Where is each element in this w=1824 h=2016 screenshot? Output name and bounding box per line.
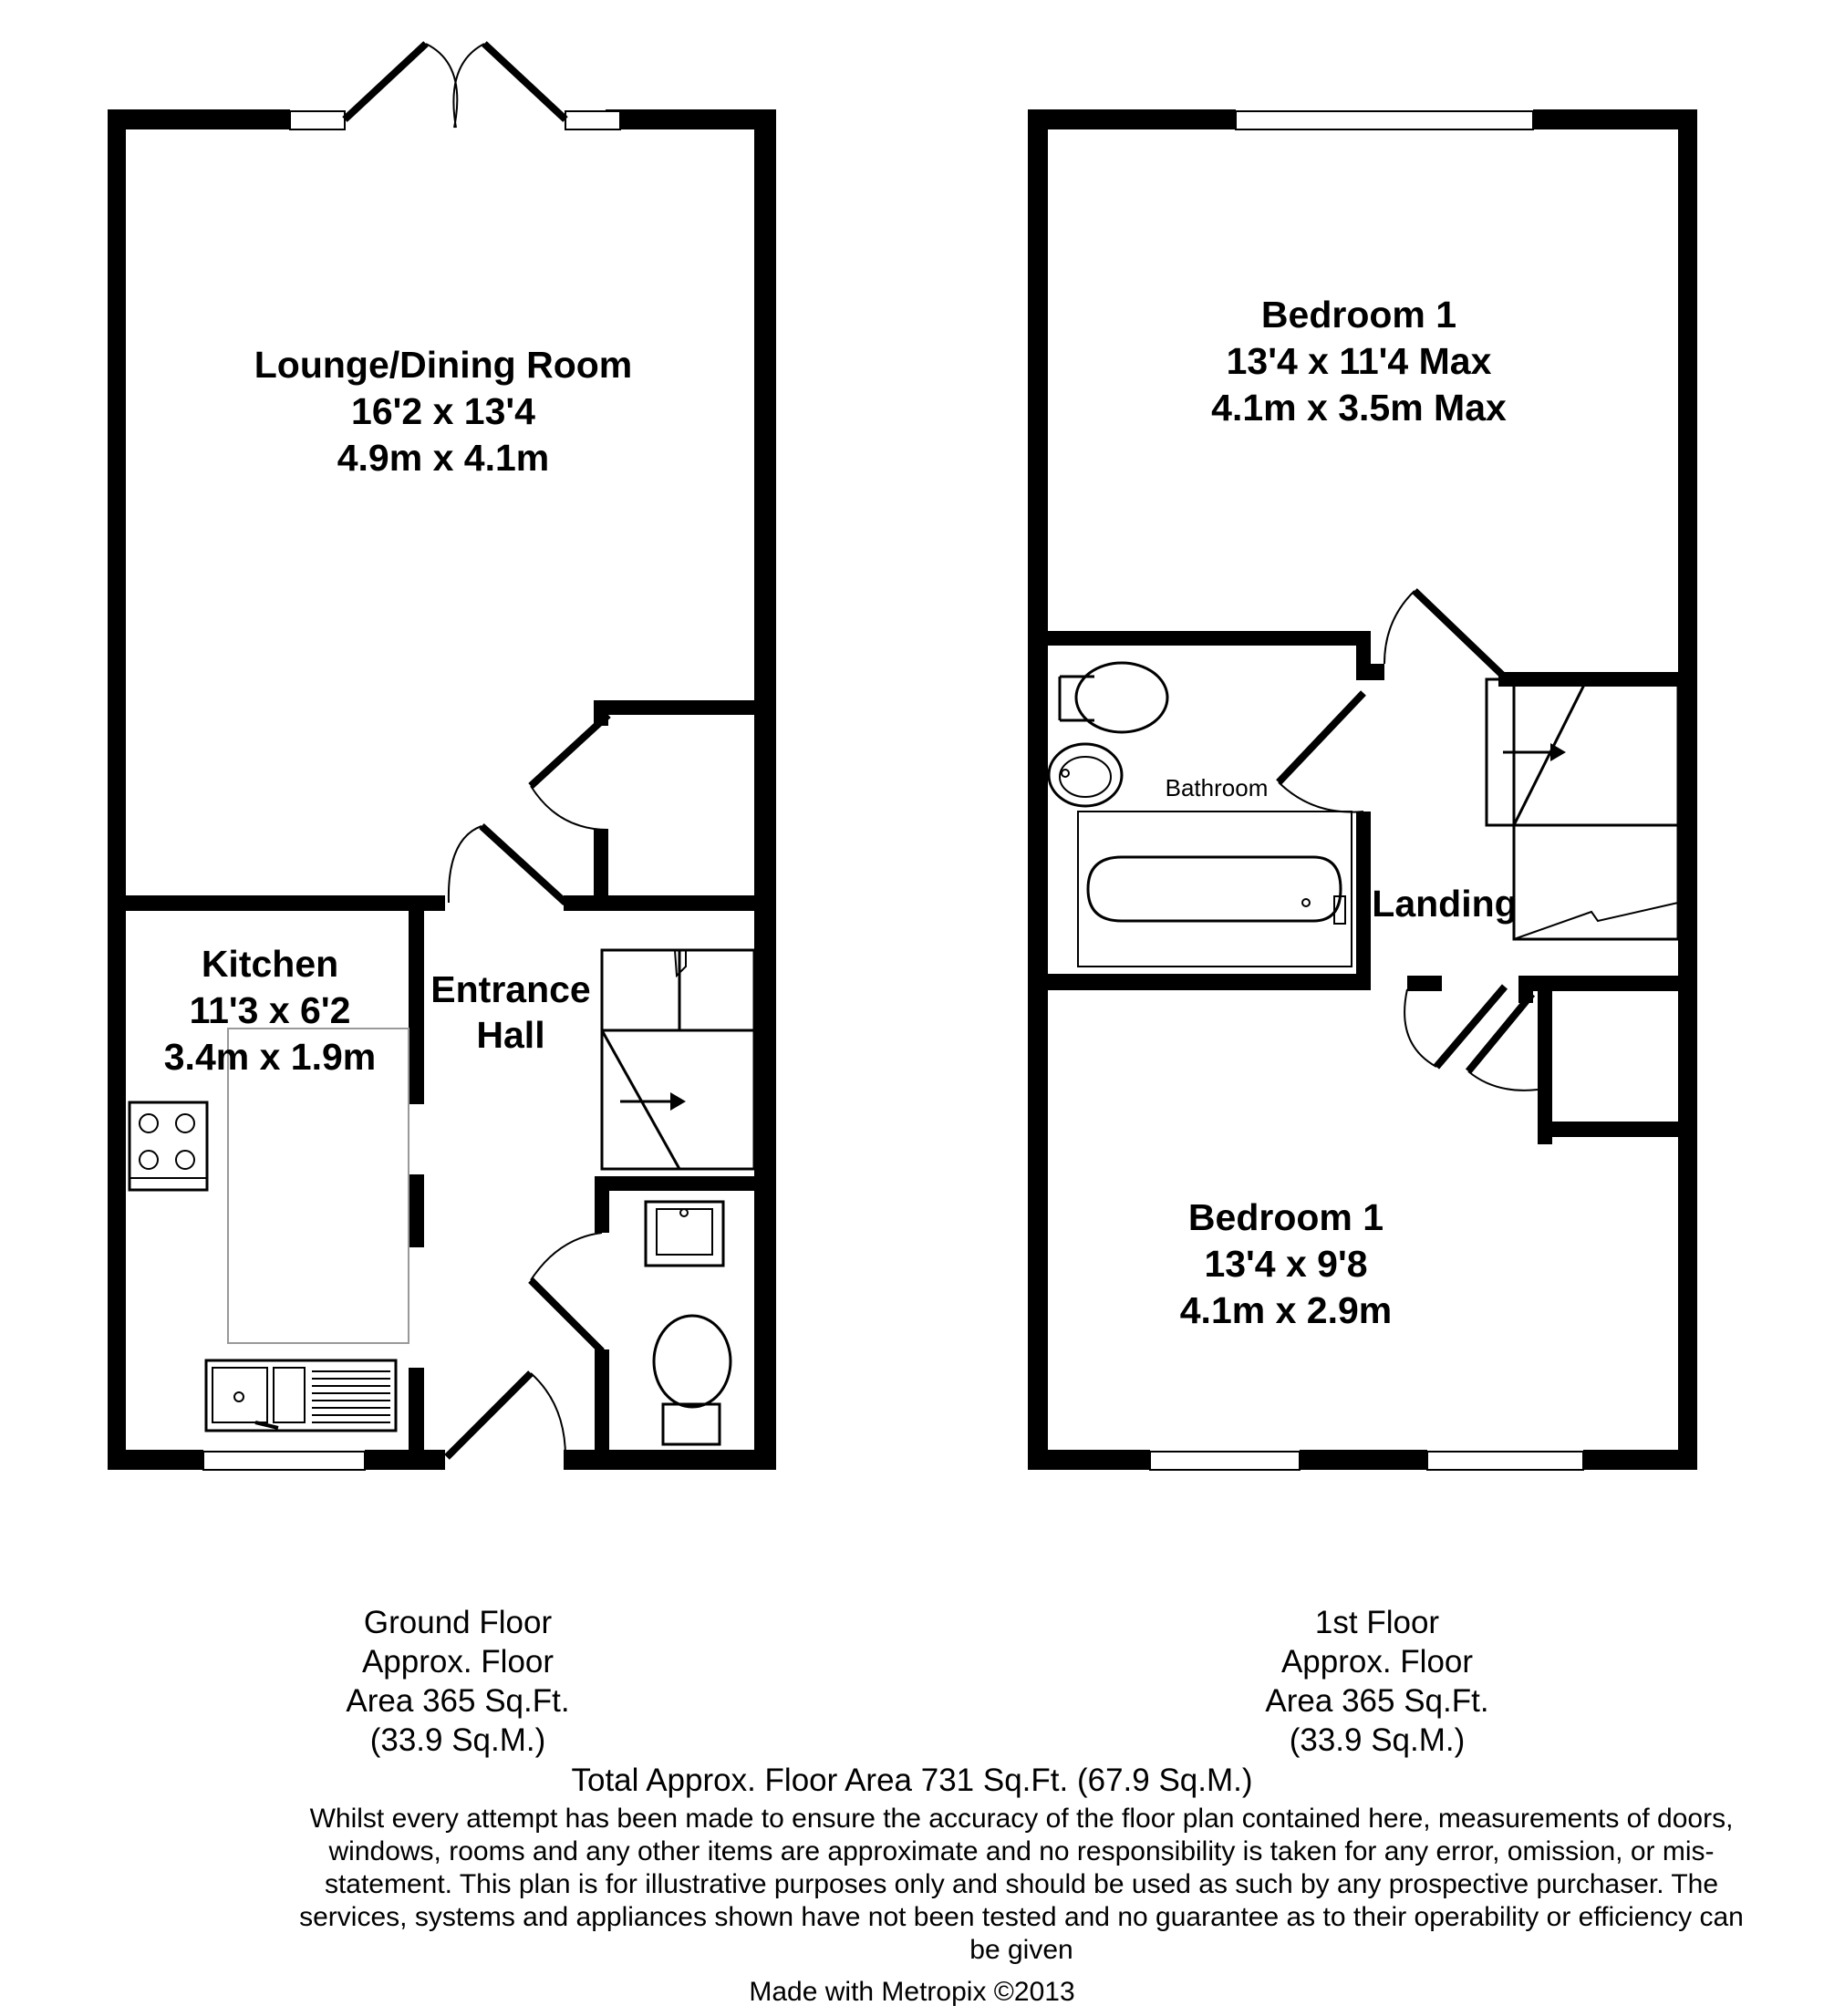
entrance-hall-line2: Hall (476, 1014, 545, 1056)
lounge-name: Lounge/Dining Room (254, 344, 633, 386)
ground-floor-doors (447, 715, 608, 1457)
ground-floor-stairs (602, 950, 754, 1169)
kitchen-fittings (130, 1029, 409, 1431)
bedroom-top-metric: 4.1m x 3.5m Max (1211, 387, 1507, 429)
metropix-credit: Made with Metropix ©2013 (749, 1977, 1075, 2007)
bedroom-bottom-name: Bedroom 1 (1187, 1196, 1384, 1238)
bedroom-bottom-metric: 4.1m x 2.9m (1179, 1289, 1393, 1331)
bedroom-bottom-label (1180, 1194, 1393, 1334)
bedroom-top-imperial: 13'4 x 11'4 Max (1226, 340, 1492, 382)
ground-floor-plan (108, 44, 776, 1470)
bathroom-label (1166, 774, 1269, 801)
bedroom-top-name: Bedroom 1 (1260, 294, 1457, 336)
lounge-metric: 4.9m x 4.1m (337, 437, 550, 479)
kitchen-label (164, 941, 377, 1080)
disclaimer-text: Whilst every attempt has been made to ensure the accuracy of the floor plan contained here, measurements of doors, windows, rooms and any other items are approximate and no responsibility is taken for any error, omission, or mis-statement. This plan is for illustrative purposes only and should be used as such by any prospective purchaser. The services, systems and appliances shown have not been tested and no guarantee as to their operability or efficiency can be given (299, 1804, 1744, 1965)
bathroom-name: Bathroom (1165, 774, 1269, 801)
first-floor-caption-line4: (33.9 Sq.M.) (1289, 1722, 1466, 1758)
bedroom-bottom-imperial: 13'4 x 9'8 (1204, 1243, 1368, 1285)
wc-fittings (646, 1202, 731, 1444)
first-floor-caption (1186, 1603, 1569, 1760)
first-floor-doors (1279, 591, 1538, 1091)
bathroom-fittings (1049, 663, 1352, 967)
kitchen-imperial: 11'3 x 6'2 (189, 989, 351, 1031)
landing-label (1372, 881, 1517, 927)
total-floor-area: Total Approx. Floor Area 731 Sq.Ft. (67.9 Sq.M.) (571, 1763, 1253, 1798)
lounge-label (254, 342, 632, 481)
first-floor-caption-line1: 1st Floor (1314, 1605, 1440, 1640)
kitchen-metric: 3.4m x 1.9m (163, 1036, 377, 1078)
bedroom-top-label (1211, 292, 1507, 431)
lounge-imperial: 16'2 x 13'4 (351, 390, 535, 432)
entrance-hall-line1: Entrance (430, 968, 591, 1010)
entrance-hall-label (430, 967, 590, 1058)
ground-floor-caption (266, 1603, 649, 1760)
french-doors (345, 44, 565, 128)
ground-floor-caption-line2: Approx. Floor (361, 1644, 554, 1680)
ground-floor-windows (203, 111, 620, 1470)
ground-floor-caption-line4: (33.9 Sq.M.) (369, 1722, 546, 1758)
first-floor-caption-line3: Area 365 Sq.Ft. (1265, 1683, 1489, 1719)
ground-floor-caption-line1: Ground Floor (363, 1605, 553, 1640)
first-floor-caption-line2: Approx. Floor (1280, 1644, 1474, 1680)
landing-name: Landing (1372, 883, 1518, 925)
ground-floor-caption-line3: Area 365 Sq.Ft. (346, 1683, 570, 1719)
kitchen-name: Kitchen (201, 943, 339, 985)
